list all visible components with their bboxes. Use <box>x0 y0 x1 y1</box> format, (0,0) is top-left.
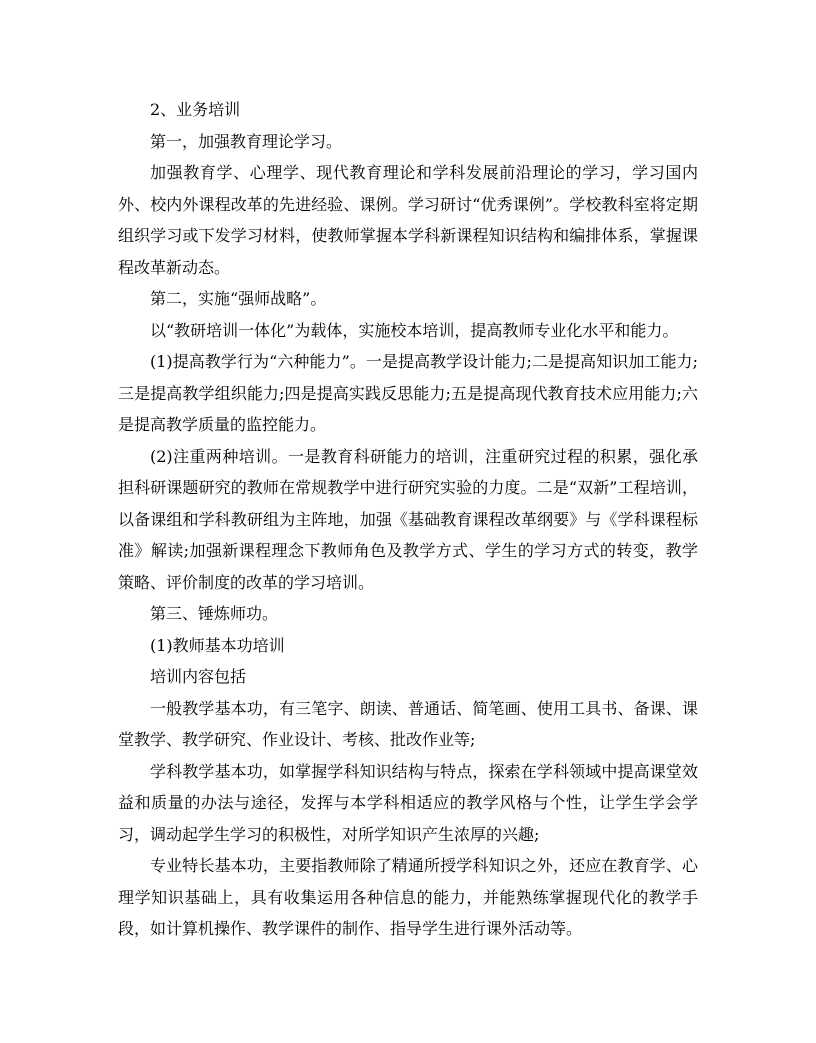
paragraph-subject-skills: 学科教学基本功，如掌握学科知识结构与特点，探索在学科领域中提高课堂效益和质量的办法与途径，发挥与本学科相适应的教学风格与个性，让学生学会学习，调动起学生学习的积极性，对所学知识产生浓厚的兴趣; <box>118 761 698 844</box>
document-page <box>118 94 698 945</box>
subsection-heading-first: 第一，加强教育理论学习。 <box>150 131 343 151</box>
paragraph-training-content: 培训内容包括 <box>150 667 247 686</box>
subsection-heading-third: 第三、锤炼师功。 <box>150 604 279 623</box>
paragraph-school-training: 以“教研培训一体化”为载体，实施校本培训，提高教师专业化水平和能力。 <box>150 320 679 340</box>
paragraph-general-skills: 一般教学基本功，有三笔字、朗读、普通话、简笔画、使用工具书、备课、课堂教学、教学研究、作业设计、考核、批改作业等; <box>118 698 698 749</box>
paragraph-theory-study: 加强教育学、心理学、现代教育理论和学科发展前沿理论的学习，学习国内外、校内外课程改革的先进经验、课例。学习研讨“优秀课例”。学校教科室将定期组织学习或下发学习材料，使教师掌握本学科新课程知识结构和编排体系，掌握课程改革新动态。 <box>118 163 698 277</box>
subsection-heading-second: 第二，实施“强师战略”。 <box>150 289 327 308</box>
section-heading: 2、业务培训 <box>150 100 241 119</box>
paragraph-two-trainings: (2)注重两种培训。一是教育科研能力的培训，注重研究过程的积累，强化承担科研课题研究的教师在常规教学中进行研究实验的力度。二是“双新”工程培训，以备课组和学科教研组为主阵地，加强《基础教育课程改革纲要》与《学科课程标准》解读;加强新课程理念下教师角色及教学方式、学生的学习方式的转变，教学策略、评价制度的改革的学习培训。 <box>118 446 698 592</box>
paragraph-six-abilities: (1)提高教学行为“六种能力”。一是提高教学设计能力;二是提高知识加工能力;三是提高教学组织能力;四是提高实践反思能力;五是提高现代教育技术应用能力;六是提高教学质量的监控能力。 <box>118 352 698 434</box>
paragraph-specialty-skills: 专业特长基本功，主要指教师除了精通所授学科知识之外，还应在教育学、心理学知识基础上，具有收集运用各种信息的能力，并能熟练掌握现代化的教学手段，如计算机操作、教学课件的制作、指导学生进行课外活动等。 <box>118 856 698 938</box>
paragraph-basic-skills-heading: (1)教师基本功培训 <box>150 635 285 655</box>
